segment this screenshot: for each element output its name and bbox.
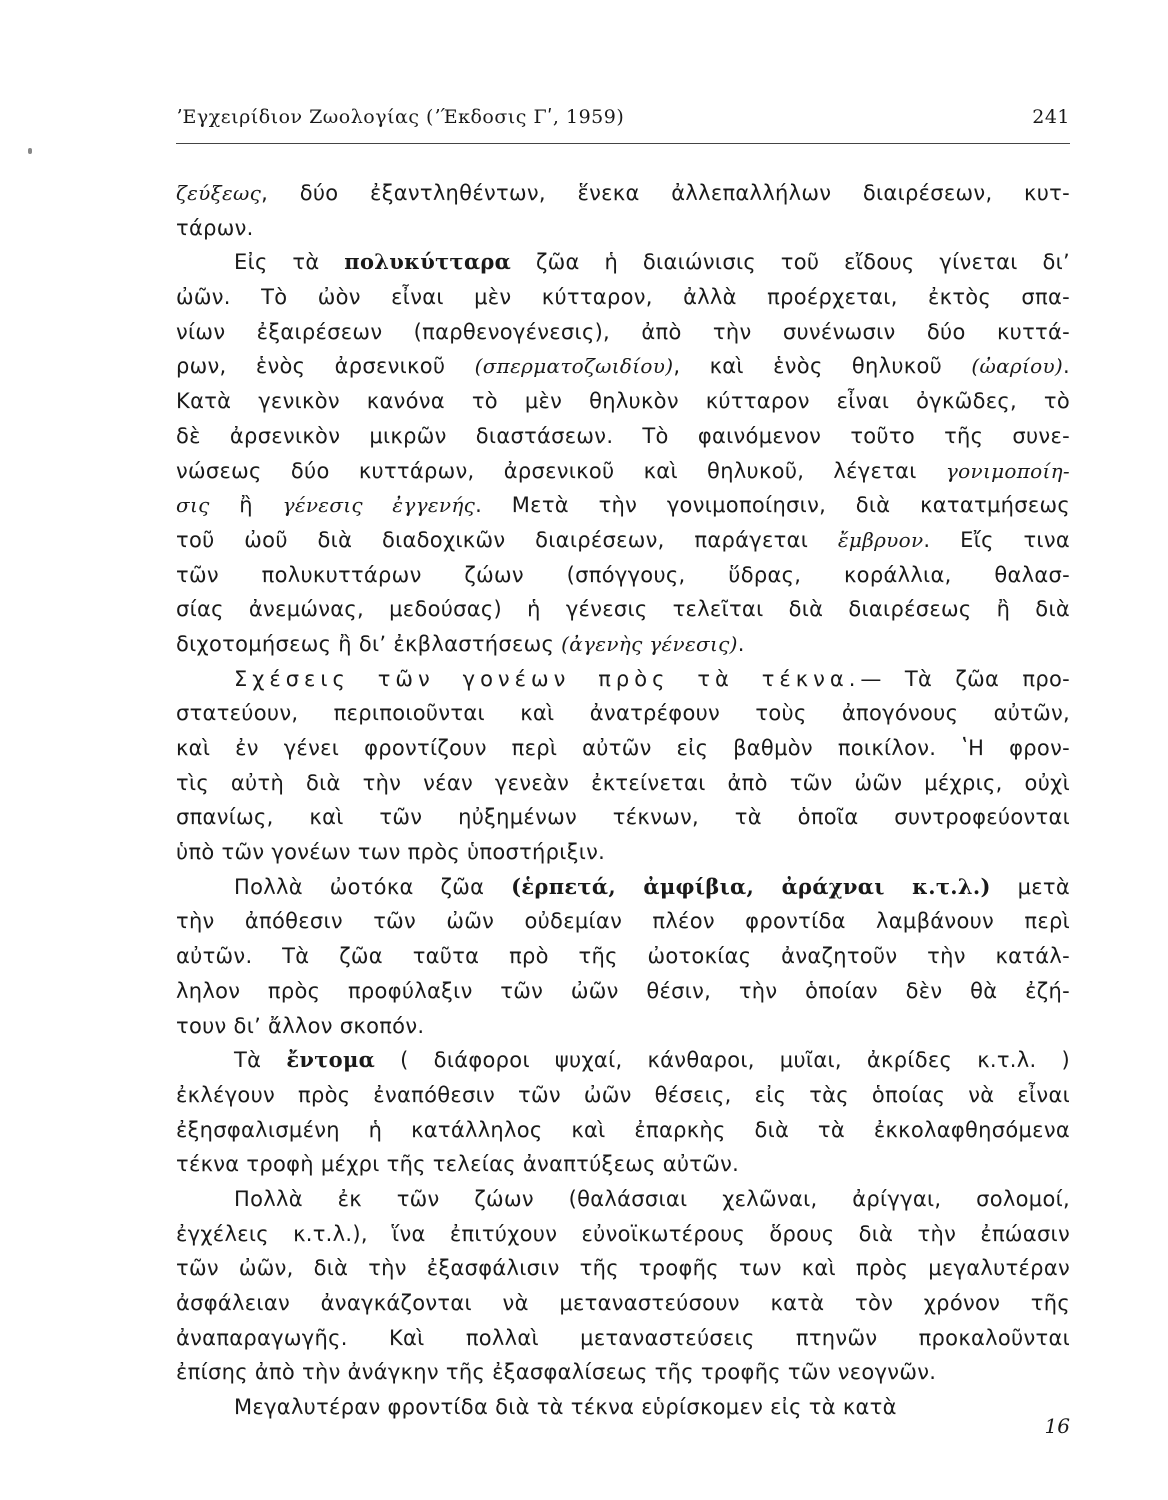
body-text	[176, 176, 1070, 1425]
text-line	[176, 1321, 1070, 1356]
text-segment: ρων, ἑνὸς ἀρσενικοῦ	[176, 354, 475, 379]
text-line	[176, 974, 1070, 1009]
text-line	[176, 1113, 1070, 1148]
text-segment-italic: σις	[176, 493, 210, 518]
text-segment-italic: γένεσις ἐγγενής	[282, 493, 476, 518]
text-segment: ὠῶν. Τὸ ὠὸν εἶναι μὲν κύτταρον, ἀλλὰ προέρχεται, ἐκτὸς σπα-	[176, 285, 1070, 310]
text-segment-spaced: Σχέσεις τῶν γονέων πρὸς τὰ τέκνα.	[234, 666, 861, 691]
text-segment-italic: (ὠαρίου)	[971, 354, 1064, 379]
text-segment: σίας ἀνεμώνας, μεδούσας) ἡ γένεσις τελεῖται διὰ διαιρέσεως ἢ διὰ	[176, 597, 1070, 622]
text-line	[176, 766, 1070, 801]
text-segment: Μεγαλυτέραν φροντίδα διὰ τὰ τέκνα εὑρίσκομεν εἰς τὰ κατὰ	[234, 1395, 897, 1420]
signature-folio: 16	[1044, 1414, 1070, 1438]
text-line	[176, 280, 1070, 315]
text-segment: ἢ	[209, 493, 283, 518]
text-line	[176, 870, 1070, 905]
text-line	[176, 211, 1070, 246]
text-line	[176, 662, 1070, 697]
text-line	[176, 558, 1070, 593]
text-segment: αὐτῶν. Τὰ ζῶα ταῦτα πρὸ τῆς ὠοτοκίας ἀναζητοῦν τὴν κατάλ-	[176, 944, 1070, 969]
text-line	[176, 904, 1070, 939]
text-segment-italic: γονιμοποίη-	[945, 458, 1070, 483]
text-segment: — Τὰ ζῶα προ-	[860, 666, 1070, 691]
text-line	[176, 1390, 1070, 1425]
text-line	[176, 245, 1070, 280]
text-line	[176, 454, 1070, 489]
running-title: ʼΕγχειρίδιον Ζωολογίας (ʼΈκδοσις Γʹ, 1959)	[176, 106, 625, 128]
text-segment: ὑπὸ τῶν γονέων των πρὸς ὑποστήριξιν.	[176, 840, 606, 865]
text-line	[176, 731, 1070, 766]
text-segment: ληλον πρὸς προφύλαξιν τῶν ὠῶν θέσιν, τὴν ὁποίαν δὲν θὰ ἐζή-	[176, 978, 1070, 1003]
text-segment: .	[737, 631, 745, 656]
text-segment: τέκνα τροφὴ μέχρι τῆς τελείας ἀναπτύξεως αὐτῶν.	[176, 1152, 740, 1177]
text-line	[176, 1147, 1070, 1182]
text-segment-italic: ἔμβρυον	[837, 527, 924, 552]
text-segment: τοῦ ὠοῦ διὰ διαδοχικῶν διαιρέσεων, παράγεται	[176, 527, 838, 552]
text-segment-bold: (ἑρπετά, ἀμφίβια, ἀράχναι κ.τ.λ.)	[511, 873, 991, 899]
text-line	[176, 627, 1070, 662]
text-segment: . Εἴς τινα	[923, 527, 1070, 552]
text-segment: ( διάφοροι ψυχαί, κάνθαροι, μυῖαι, ἀκρίδες κ.τ.λ. )	[375, 1048, 1070, 1073]
header-rule	[176, 143, 1070, 144]
text-segment: ἐκλέγουν πρὸς ἐναπόθεσιν τῶν ὠῶν θέσεις, εἰς τὰς ὁποίας νὰ εἶναι	[176, 1082, 1070, 1107]
text-line	[176, 315, 1070, 350]
text-segment: ζῶα ἡ διαιώνισις τοῦ εἴδους γίνεται διʼ	[511, 250, 1070, 275]
text-segment: . Μετὰ τὴν γονιμοποίησιν, διὰ κατατμήσεως	[475, 493, 1071, 518]
text-line	[176, 1182, 1070, 1217]
text-segment: τὶς αὐτὴ διὰ τὴν νέαν γενεὰν ἐκτείνεται ἀπὸ τῶν ὠῶν μέχρις, οὐχὶ	[176, 770, 1070, 795]
text-segment: Τὰ	[234, 1048, 287, 1073]
text-segment: νώσεως δύο κυττάρων, ἀρσενικοῦ καὶ θηλυκοῦ, λέγεται	[176, 458, 946, 483]
text-line	[176, 1009, 1070, 1044]
text-segment-italic: (σπερματοζωιδίου)	[474, 354, 674, 379]
text-segment: ἀναπαραγωγῆς. Καὶ πολλαὶ μεταναστεύσεις πτηνῶν προκαλοῦνται	[176, 1325, 1070, 1350]
text-segment: ἐπίσης ἀπὸ τὴν ἀνάγκην τῆς ἐξασφαλίσεως τῆς τροφῆς τῶν νεογνῶν.	[176, 1360, 937, 1385]
text-segment: τουν διʼ ἄλλον σκοπόν.	[176, 1013, 425, 1038]
text-segment: ἀσφάλειαν ἀναγκάζονται νὰ μεταναστεύσουν κατὰ τὸν χρόνον τῆς	[176, 1291, 1070, 1315]
text-line	[176, 384, 1070, 419]
text-segment: .	[1063, 354, 1070, 379]
text-segment-bold: πολυκύτταρα	[344, 249, 512, 275]
text-line	[176, 523, 1070, 558]
text-line	[176, 592, 1070, 627]
text-segment: μετὰ	[990, 874, 1071, 899]
text-segment: Εἰς τὰ	[234, 250, 345, 275]
text-segment: δὲ ἀρσενικὸν μικρῶν διαστάσεων. Τὸ φαινόμενον τοῦτο τῆς συνε-	[176, 423, 1070, 448]
text-segment: νίων ἐξαιρέσεων (παρθενογένεσις), ἀπὸ τὴν συνένωσιν δύο κυττά-	[176, 319, 1070, 344]
text-segment: τῶν πολυκυττάρων ζώων (σπόγγους, ὕδρας, κοράλλια, θαλασ-	[176, 562, 1070, 587]
text-line	[176, 800, 1070, 835]
text-segment-bold: ἔντομα	[286, 1047, 376, 1073]
text-line	[176, 1078, 1070, 1113]
text-segment: Πολλὰ ὠοτόκα ζῶα	[234, 874, 512, 899]
text-segment: Κατὰ γενικὸν κανόνα τὸ μὲν θηλυκὸν κύτταρον εἶναι ὀγκῶδες, τὸ	[176, 389, 1070, 414]
text-segment: Πολλὰ ἐκ τῶν ζώων (θαλάσσιαι χελῶναι, ἀρίγγαι, σολομοί,	[234, 1186, 1070, 1211]
text-segment: σπανίως, καὶ τῶν ηὐξημένων τέκνων, τὰ ὁποῖα συντροφεύονται	[176, 805, 1070, 830]
margin-speck	[28, 148, 32, 154]
text-segment: ἐξησφαλισμένη ἡ κατάλληλος καὶ ἐπαρκὴς διὰ τὰ ἐκκολαφθησόμενα	[176, 1117, 1070, 1142]
text-line	[176, 835, 1070, 870]
page-number: 241	[1032, 106, 1070, 128]
text-segment: , δύο ἐξαντληθέντων, ἕνεκα ἀλλεπαλλήλων διαιρέσεων, κυτ-	[261, 181, 1070, 205]
text-line	[176, 939, 1070, 974]
text-line	[176, 419, 1070, 454]
text-line	[176, 1251, 1070, 1286]
text-segment: διχοτομήσεως ἢ διʼ ἐκβλαστήσεως	[176, 631, 562, 656]
text-line	[176, 488, 1070, 523]
text-line	[176, 1286, 1070, 1321]
text-segment: τὴν ἀπόθεσιν τῶν ὠῶν οὐδεμίαν πλέον φροντίδα λαμβάνουν περὶ	[176, 909, 1070, 934]
text-line	[176, 696, 1070, 731]
text-line	[176, 1217, 1070, 1252]
text-line	[176, 1043, 1070, 1078]
text-line	[176, 1355, 1070, 1390]
text-line	[176, 176, 1070, 211]
text-line	[176, 349, 1070, 384]
text-segment-italic: (ἀγενὴς γένεσις)	[561, 631, 738, 656]
text-segment: ἐγχέλεις κ.τ.λ.), ἵνα ἐπιτύχουν εὐνοϊκωτέρους ὅρους διὰ τὴν ἐπώασιν	[176, 1221, 1070, 1246]
text-segment: στατεύουν, περιποιοῦνται καὶ ἀνατρέφουν τοὺς ἀπογόνους αὐτῶν,	[176, 701, 1070, 726]
text-segment: καὶ ἐν γένει φροντίζουν περὶ αὐτῶν εἰς βαθμὸν ποικίλον. ʽΗ φρον-	[176, 736, 1070, 760]
text-segment-italic: ζεύξεως	[176, 181, 262, 205]
text-segment: τάρων.	[176, 215, 254, 240]
text-segment: , καὶ ἑνὸς θηλυκοῦ	[673, 354, 972, 379]
text-segment: τῶν ὠῶν, διὰ τὴν ἐξασφάλισιν τῆς τροφῆς των καὶ πρὸς μεγαλυτέραν	[176, 1256, 1070, 1281]
